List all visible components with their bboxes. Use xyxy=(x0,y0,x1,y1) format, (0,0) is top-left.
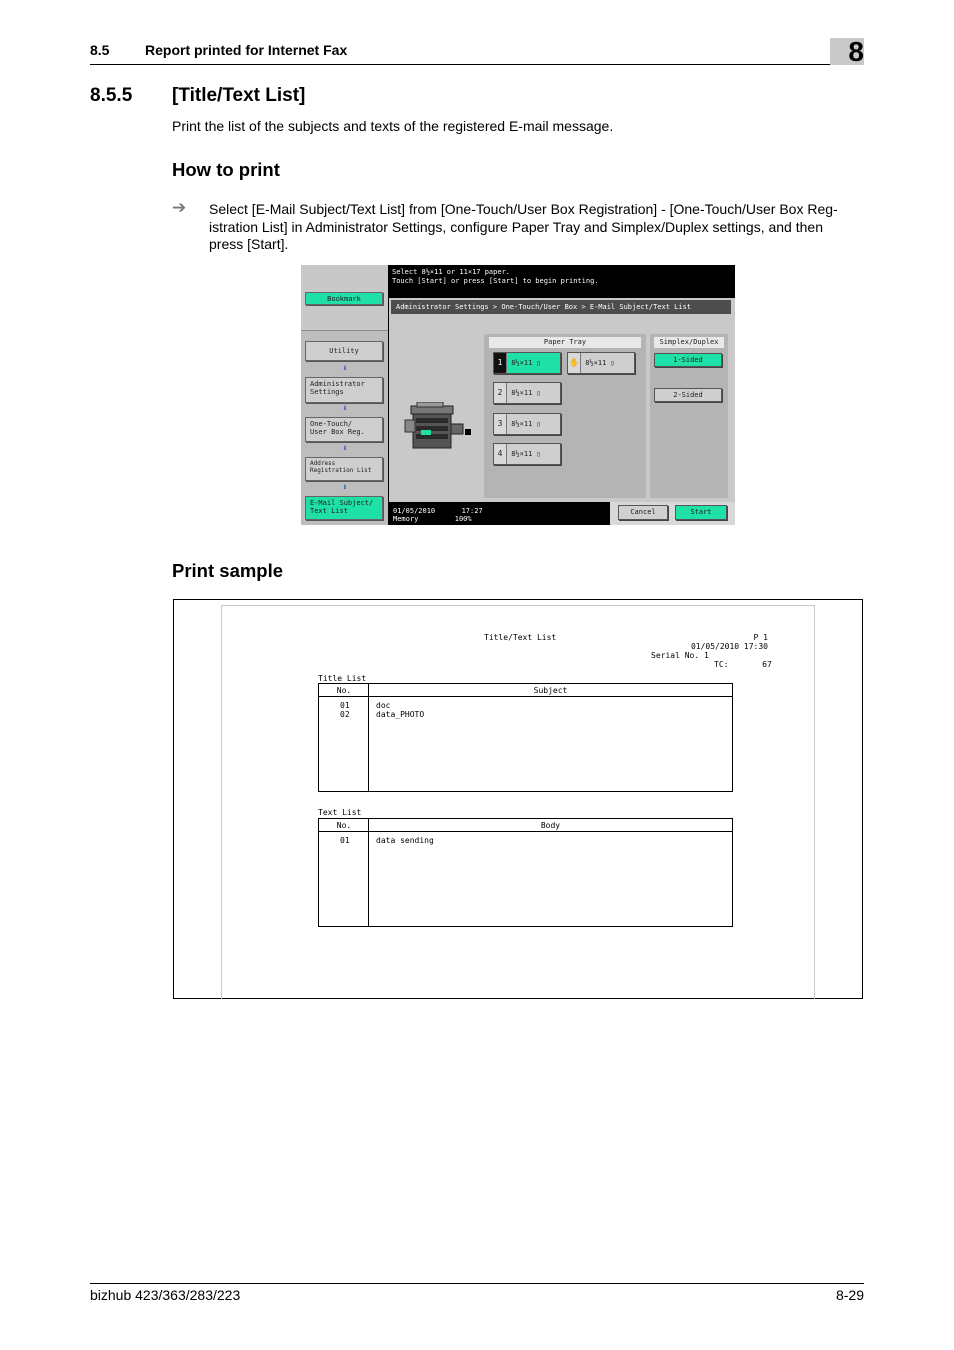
status-time: 17:27 xyxy=(461,507,483,515)
message-line: Select 8½×11 or 11×17 paper. xyxy=(392,268,511,276)
message-line: Touch [Start] or press [Start] to begin printing. xyxy=(392,277,599,285)
table-cell-no: 02 xyxy=(340,710,350,719)
report-tc: TC: 67 xyxy=(714,660,772,669)
administrator-settings-button[interactable] xyxy=(305,377,383,403)
report-date: 01/05/2010 17:30 xyxy=(690,642,768,651)
column-divider xyxy=(368,684,369,791)
down-arrow-icon: ⬇ xyxy=(342,364,348,374)
bypass-hand-icon: ✋ xyxy=(568,353,581,373)
header-rule xyxy=(90,64,864,65)
report-page: P 1 xyxy=(753,633,768,642)
button-label: Administrator xyxy=(310,380,365,388)
how-to-print-heading: How to print xyxy=(172,159,280,180)
cancel-button[interactable]: Cancel xyxy=(618,505,668,520)
tray-number: 1 xyxy=(494,353,507,373)
print-sample-heading: Print sample xyxy=(172,560,284,581)
tray-3-button[interactable] xyxy=(493,413,561,435)
column-header-no: No. xyxy=(319,684,369,697)
header-section-number: 8.5 xyxy=(90,42,110,58)
tray-size: 8½×11 ▯ xyxy=(511,359,541,367)
one-sided-button[interactable]: 1-Sided xyxy=(654,353,722,367)
down-arrow-icon: ⬇ xyxy=(342,483,348,493)
panel-main-area xyxy=(389,298,735,502)
tray-1-button[interactable] xyxy=(493,352,561,374)
button-label: Text List xyxy=(310,507,348,515)
table-cell-subject: doc xyxy=(376,701,391,710)
utility-button[interactable]: Utility xyxy=(305,341,383,361)
table-cell-subject: data_PHOTO xyxy=(376,710,425,719)
bypass-tray-button[interactable] xyxy=(567,352,635,374)
email-subject-text-list-button[interactable] xyxy=(305,496,383,520)
column-header-no: No. xyxy=(319,819,369,832)
one-touch-user-box-reg-button[interactable] xyxy=(305,417,383,442)
footer-rule xyxy=(90,1283,864,1284)
down-arrow-icon: ⬇ xyxy=(342,444,348,454)
status-bar xyxy=(389,503,609,525)
button-label: Address xyxy=(310,460,336,467)
tray-number: 3 xyxy=(494,414,507,434)
paper-tray-label: Paper Tray xyxy=(489,337,641,348)
report-title: Title/Text List xyxy=(484,633,557,642)
column-divider xyxy=(368,819,369,926)
address-registration-list-button[interactable] xyxy=(305,457,383,481)
text-list-label: Text List xyxy=(318,808,362,817)
memory-value: 100% xyxy=(454,515,472,523)
step-arrow-icon: ➔ xyxy=(172,198,187,217)
footer-model: bizhub 423/363/283/223 xyxy=(90,1287,241,1303)
step-line: press [Start]. xyxy=(209,236,289,252)
title-list-label: Title List xyxy=(318,674,367,683)
section-intro: Print the list of the subjects and texts of the registered E-mail message. xyxy=(172,118,614,134)
tray-size: 8½×11 ▯ xyxy=(511,420,541,428)
memory-label: Memory xyxy=(393,515,419,523)
text-list-table xyxy=(318,818,733,927)
step-line: istration List] in Administrator Settings, configure Paper Tray and Simplex/Duplex settings, and then xyxy=(209,218,823,235)
chapter-number: 8 xyxy=(848,36,864,67)
header-section-title: Report printed for Internet Fax xyxy=(145,42,348,58)
breadcrumb: Administrator Settings > One-Touch/User Box > E-Mail Subject/Text List xyxy=(391,300,731,314)
table-cell-no: 01 xyxy=(340,836,350,845)
step-text xyxy=(209,201,865,254)
start-button[interactable]: Start xyxy=(675,505,727,520)
action-area xyxy=(610,502,735,525)
report-serial: Serial No. 1 xyxy=(651,651,709,660)
status-line xyxy=(393,507,605,515)
button-label: Settings xyxy=(310,388,344,396)
section-title: [Title/Text List] xyxy=(172,85,306,106)
machine-icon xyxy=(403,402,473,452)
tray-size: 8½×11 ▯ xyxy=(511,450,541,458)
two-sided-button[interactable]: 2-Sided xyxy=(654,388,722,402)
table-cell-no: 01 xyxy=(340,701,350,710)
button-label: User Box Reg. xyxy=(310,428,365,436)
tray-number: 2 xyxy=(494,383,507,403)
status-date: 01/05/2010 xyxy=(393,507,436,515)
step-line: Select [E-Mail Subject/Text List] from [One-Touch/User Box Registration] - [One-Touch/User Box Reg- xyxy=(209,201,838,217)
status-line xyxy=(393,515,605,523)
table-cell-body: data sending xyxy=(376,836,434,845)
tray-size: 8½×11 ▯ xyxy=(511,389,541,397)
tray-4-button[interactable] xyxy=(493,443,561,465)
panel-message xyxy=(392,268,732,286)
down-arrow-icon: ⬇ xyxy=(342,404,348,414)
control-panel-screenshot xyxy=(301,265,735,525)
title-list-table xyxy=(318,683,733,792)
tray-2-button[interactable] xyxy=(493,382,561,404)
section-number: 8.5.5 xyxy=(90,85,133,106)
column-header-subject: Subject xyxy=(369,684,732,697)
simplex-duplex-label: Simplex/Duplex xyxy=(654,337,724,348)
button-label: E-Mail Subject/ xyxy=(310,499,374,507)
button-label: Registration List xyxy=(310,467,372,474)
bookmark-button[interactable]: Bookmark xyxy=(305,292,383,305)
column-header-body: Body xyxy=(369,819,732,832)
tray-size: 8½×11 ▯ xyxy=(585,359,615,367)
footer-page-number: 8-29 xyxy=(835,1287,864,1303)
button-label: One-Touch/ xyxy=(310,420,353,428)
tray-number: 4 xyxy=(494,444,507,464)
